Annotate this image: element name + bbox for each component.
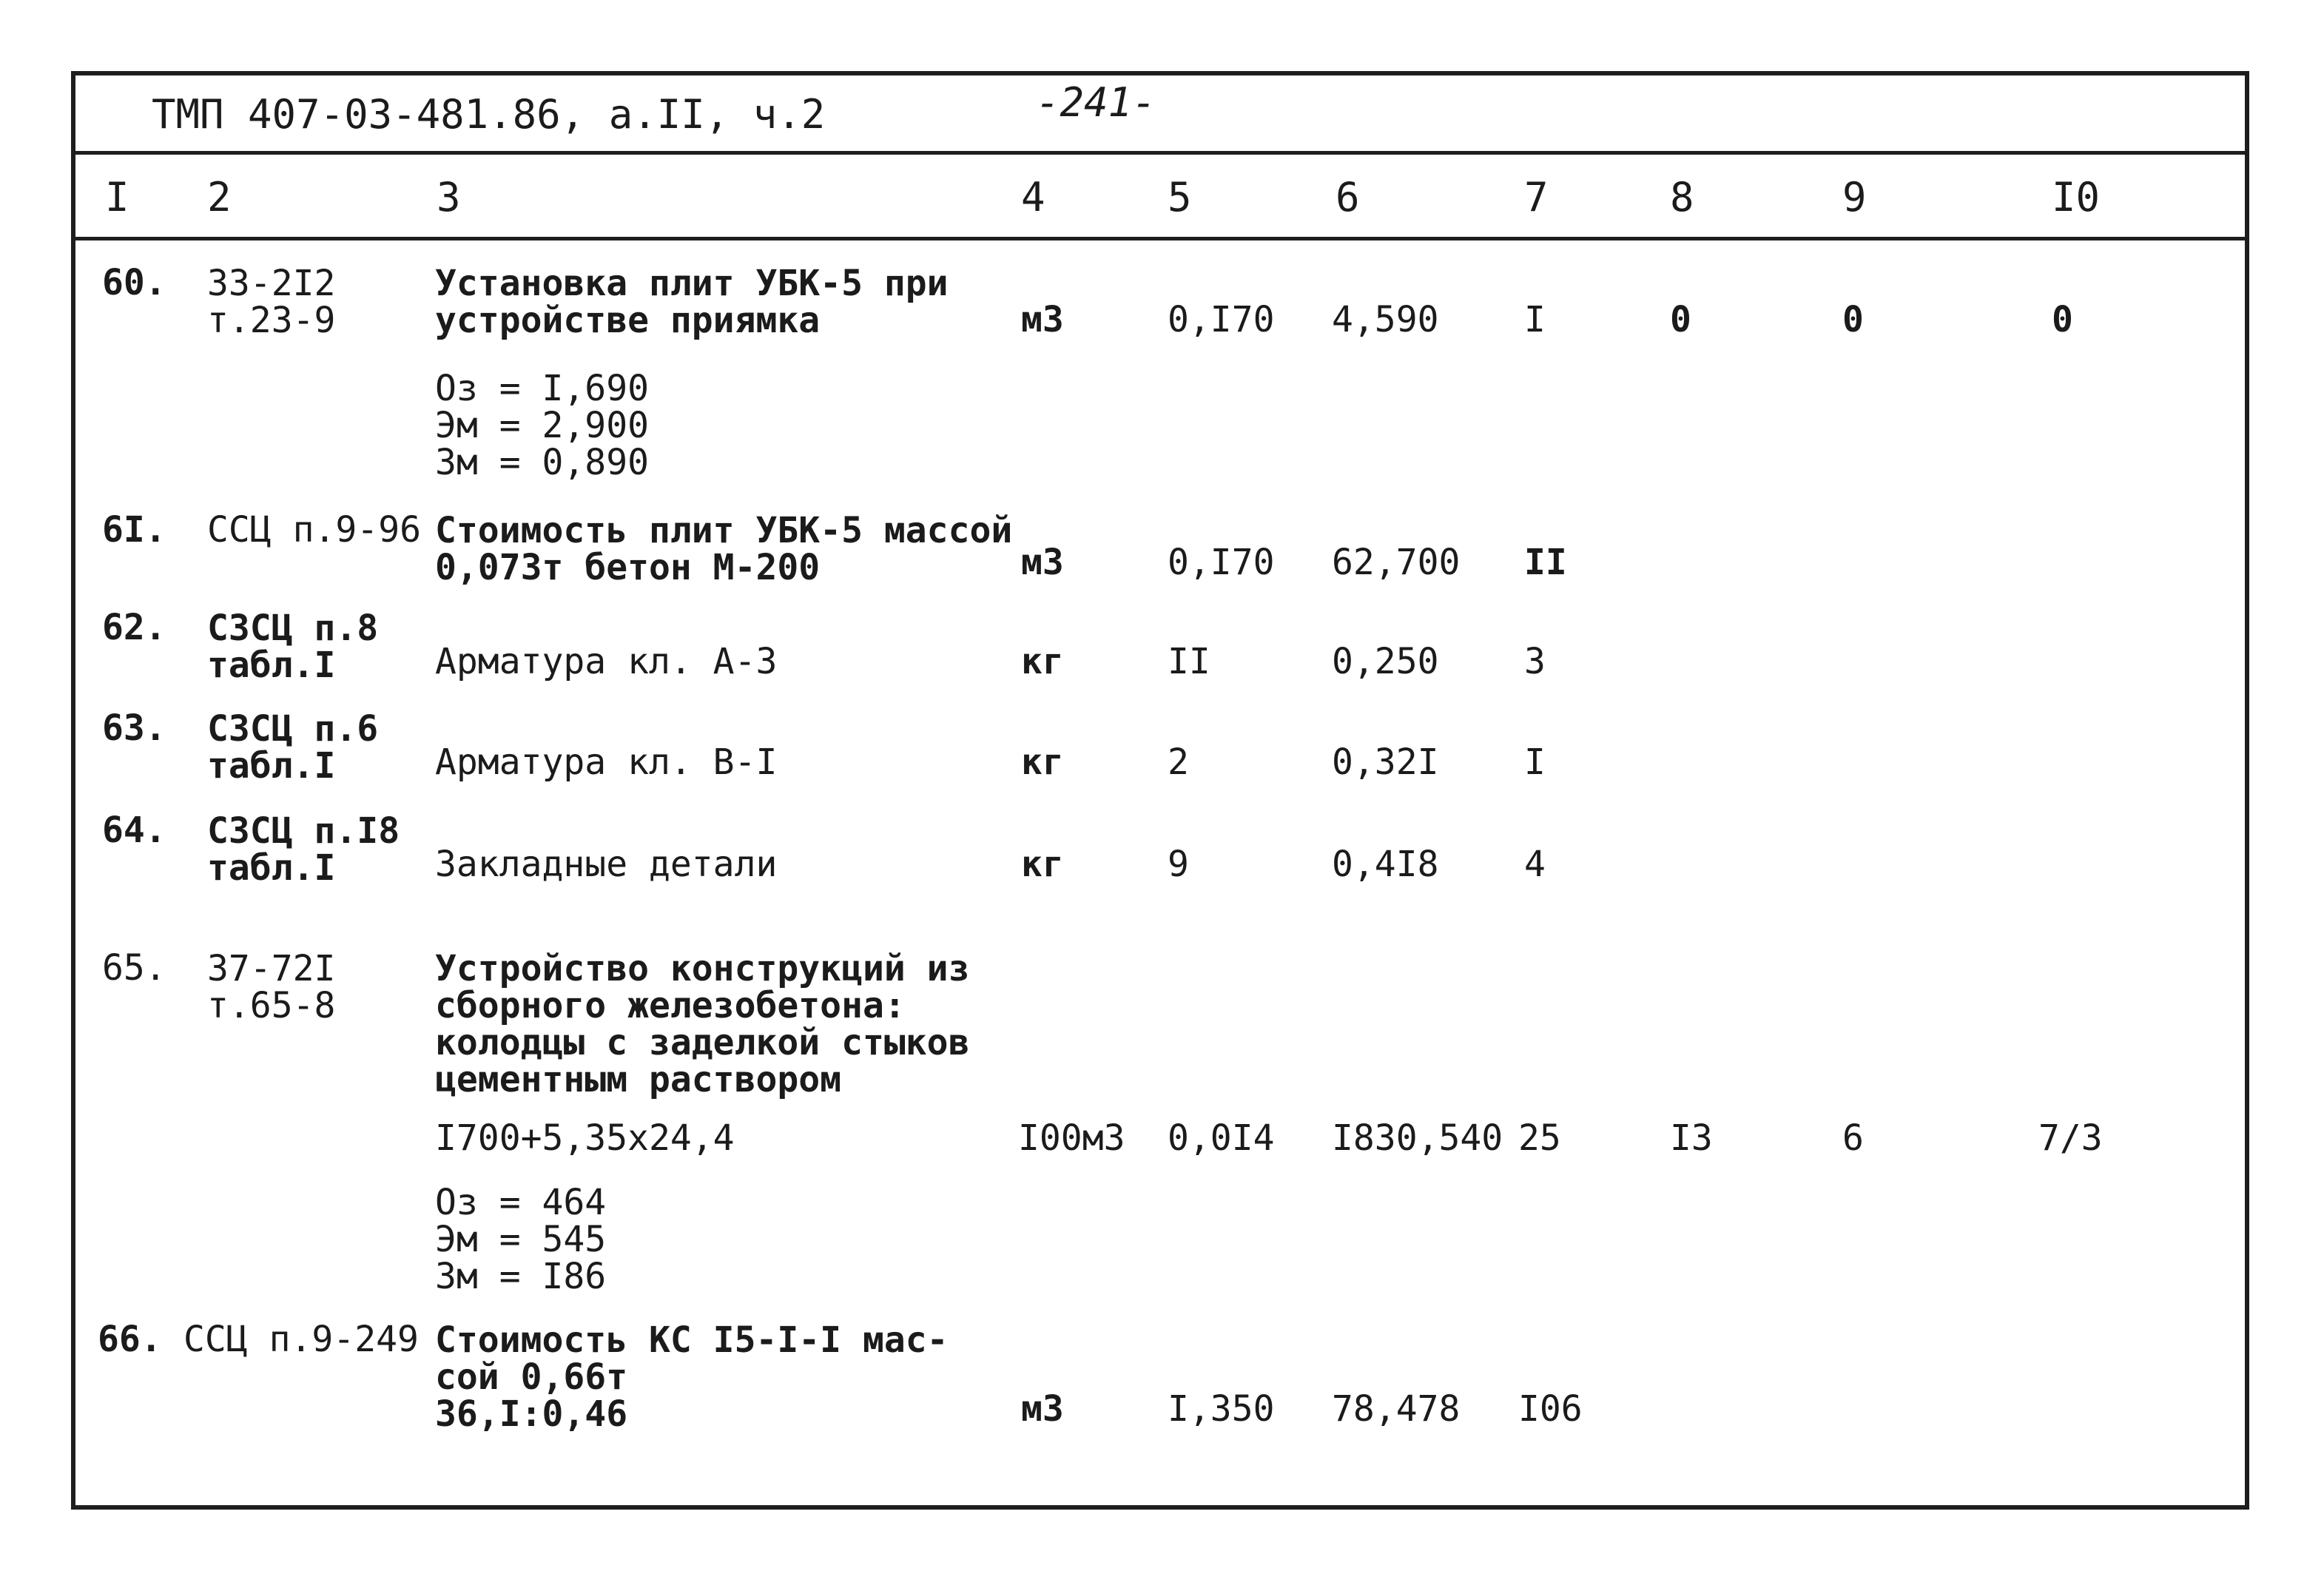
row-65-col8: I3 xyxy=(1670,1117,1713,1159)
row-64-price: 0,4I8 xyxy=(1332,844,1439,885)
row-65-formula: I700+5,35x24,4 xyxy=(435,1117,735,1159)
column-header-8: 8 xyxy=(1670,174,1694,221)
row-60-description: Установка плит УБК-5 при устройстве приямка xyxy=(435,263,949,341)
row-60-code: 33-2I2 т.23-9 xyxy=(207,263,336,341)
row-61-price: 62,700 xyxy=(1332,542,1461,583)
row-66-code: ССЦ п.9-249 xyxy=(183,1319,419,1360)
row-61-description: Стоимость плит УБК-5 массой 0,073т бетон М-200 xyxy=(435,510,1013,588)
row-60-col10: 0 xyxy=(2052,299,2073,340)
document-code: ТМП 407-03-481.86, а.II, ч.2 xyxy=(152,91,826,138)
row-61-number: 6I. xyxy=(102,509,166,551)
row-64-unit: кг xyxy=(1021,844,1064,885)
row-62-unit: кг xyxy=(1021,641,1064,682)
row-62-price: 0,250 xyxy=(1332,641,1439,682)
row-63-price: 0,32I xyxy=(1332,741,1439,783)
row-60-price: 4,590 xyxy=(1332,299,1439,340)
row-62-code: СЗСЦ п.8 табл.I xyxy=(207,608,379,686)
row-61-unit: м3 xyxy=(1021,542,1064,583)
row-64-code: СЗСЦ п.I8 табл.I xyxy=(207,810,400,889)
header-divider xyxy=(71,151,2249,155)
row-66-description: Стоимость КС I5-I-I мас- сой 0,66т 36,I:0,46 xyxy=(435,1319,949,1435)
column-header-10: I0 xyxy=(2052,174,2101,221)
row-60-number: 60. xyxy=(102,262,166,303)
row-64-description: Закладные детали xyxy=(435,844,778,885)
row-60-col9: 0 xyxy=(1842,299,1864,340)
row-65-code: 37-72I т.65-8 xyxy=(207,948,336,1026)
row-63-quantity: 2 xyxy=(1168,741,1189,783)
column-header-7: 7 xyxy=(1524,174,1549,221)
row-63-code: СЗСЦ п.6 табл.I xyxy=(207,708,379,787)
row-65-description: Устройство конструкций из сборного железобетона: колодцы с заделкой стыков цементным раствором xyxy=(435,948,970,1100)
column-header-divider xyxy=(71,237,2249,240)
row-64-total: 4 xyxy=(1524,844,1546,885)
column-header-1: I xyxy=(105,174,129,221)
row-65-unit: I00м3 xyxy=(1018,1117,1125,1159)
row-65-quantity: 0,0I4 xyxy=(1168,1117,1275,1159)
row-62-quantity: II xyxy=(1168,641,1210,682)
row-66-unit: м3 xyxy=(1021,1388,1064,1430)
document-frame xyxy=(71,71,2249,1510)
row-62-description: Арматура кл. А-3 xyxy=(435,641,778,682)
row-61-quantity: 0,I70 xyxy=(1168,542,1275,583)
row-60-unit: м3 xyxy=(1021,299,1064,340)
column-header-2: 2 xyxy=(207,174,232,221)
row-61-total: II xyxy=(1524,542,1567,583)
row-63-description: Арматура кл. В-I xyxy=(435,741,778,783)
row-63-total: I xyxy=(1524,741,1546,783)
row-60-total: I xyxy=(1524,299,1546,340)
column-header-6: 6 xyxy=(1336,174,1360,221)
column-header-9: 9 xyxy=(1842,174,1867,221)
column-header-4: 4 xyxy=(1021,174,1045,221)
row-65-number: 65. xyxy=(102,947,166,989)
row-63-number: 63. xyxy=(102,707,166,749)
row-60-col8: 0 xyxy=(1670,299,1691,340)
row-60-quantity: 0,I70 xyxy=(1168,299,1275,340)
row-66-price: 78,478 xyxy=(1332,1388,1461,1430)
row-65-col9: 6 xyxy=(1842,1117,1864,1159)
row-64-number: 64. xyxy=(102,810,166,851)
row-66-number: 66. xyxy=(98,1319,162,1360)
row-61-code: ССЦ п.9-96 xyxy=(207,509,421,551)
row-66-total: I06 xyxy=(1518,1388,1583,1430)
row-62-total: 3 xyxy=(1524,641,1546,682)
row-65-calculation: Оз = 464 Эм = 545 Зм = I86 xyxy=(435,1182,607,1297)
row-65-col10: 7/3 xyxy=(2038,1117,2103,1159)
page-number: -241- xyxy=(1036,79,1156,126)
row-65-total: 25 xyxy=(1518,1117,1561,1159)
row-65-price: I830,540 xyxy=(1332,1117,1503,1159)
column-header-5: 5 xyxy=(1168,174,1192,221)
row-63-unit: кг xyxy=(1021,741,1064,783)
row-60-calculation: Оз = I,690 Эм = 2,900 Зм = 0,890 xyxy=(435,368,649,483)
row-64-quantity: 9 xyxy=(1168,844,1189,885)
row-62-number: 62. xyxy=(102,607,166,648)
row-66-quantity: I,350 xyxy=(1168,1388,1275,1430)
column-header-3: 3 xyxy=(437,174,461,221)
